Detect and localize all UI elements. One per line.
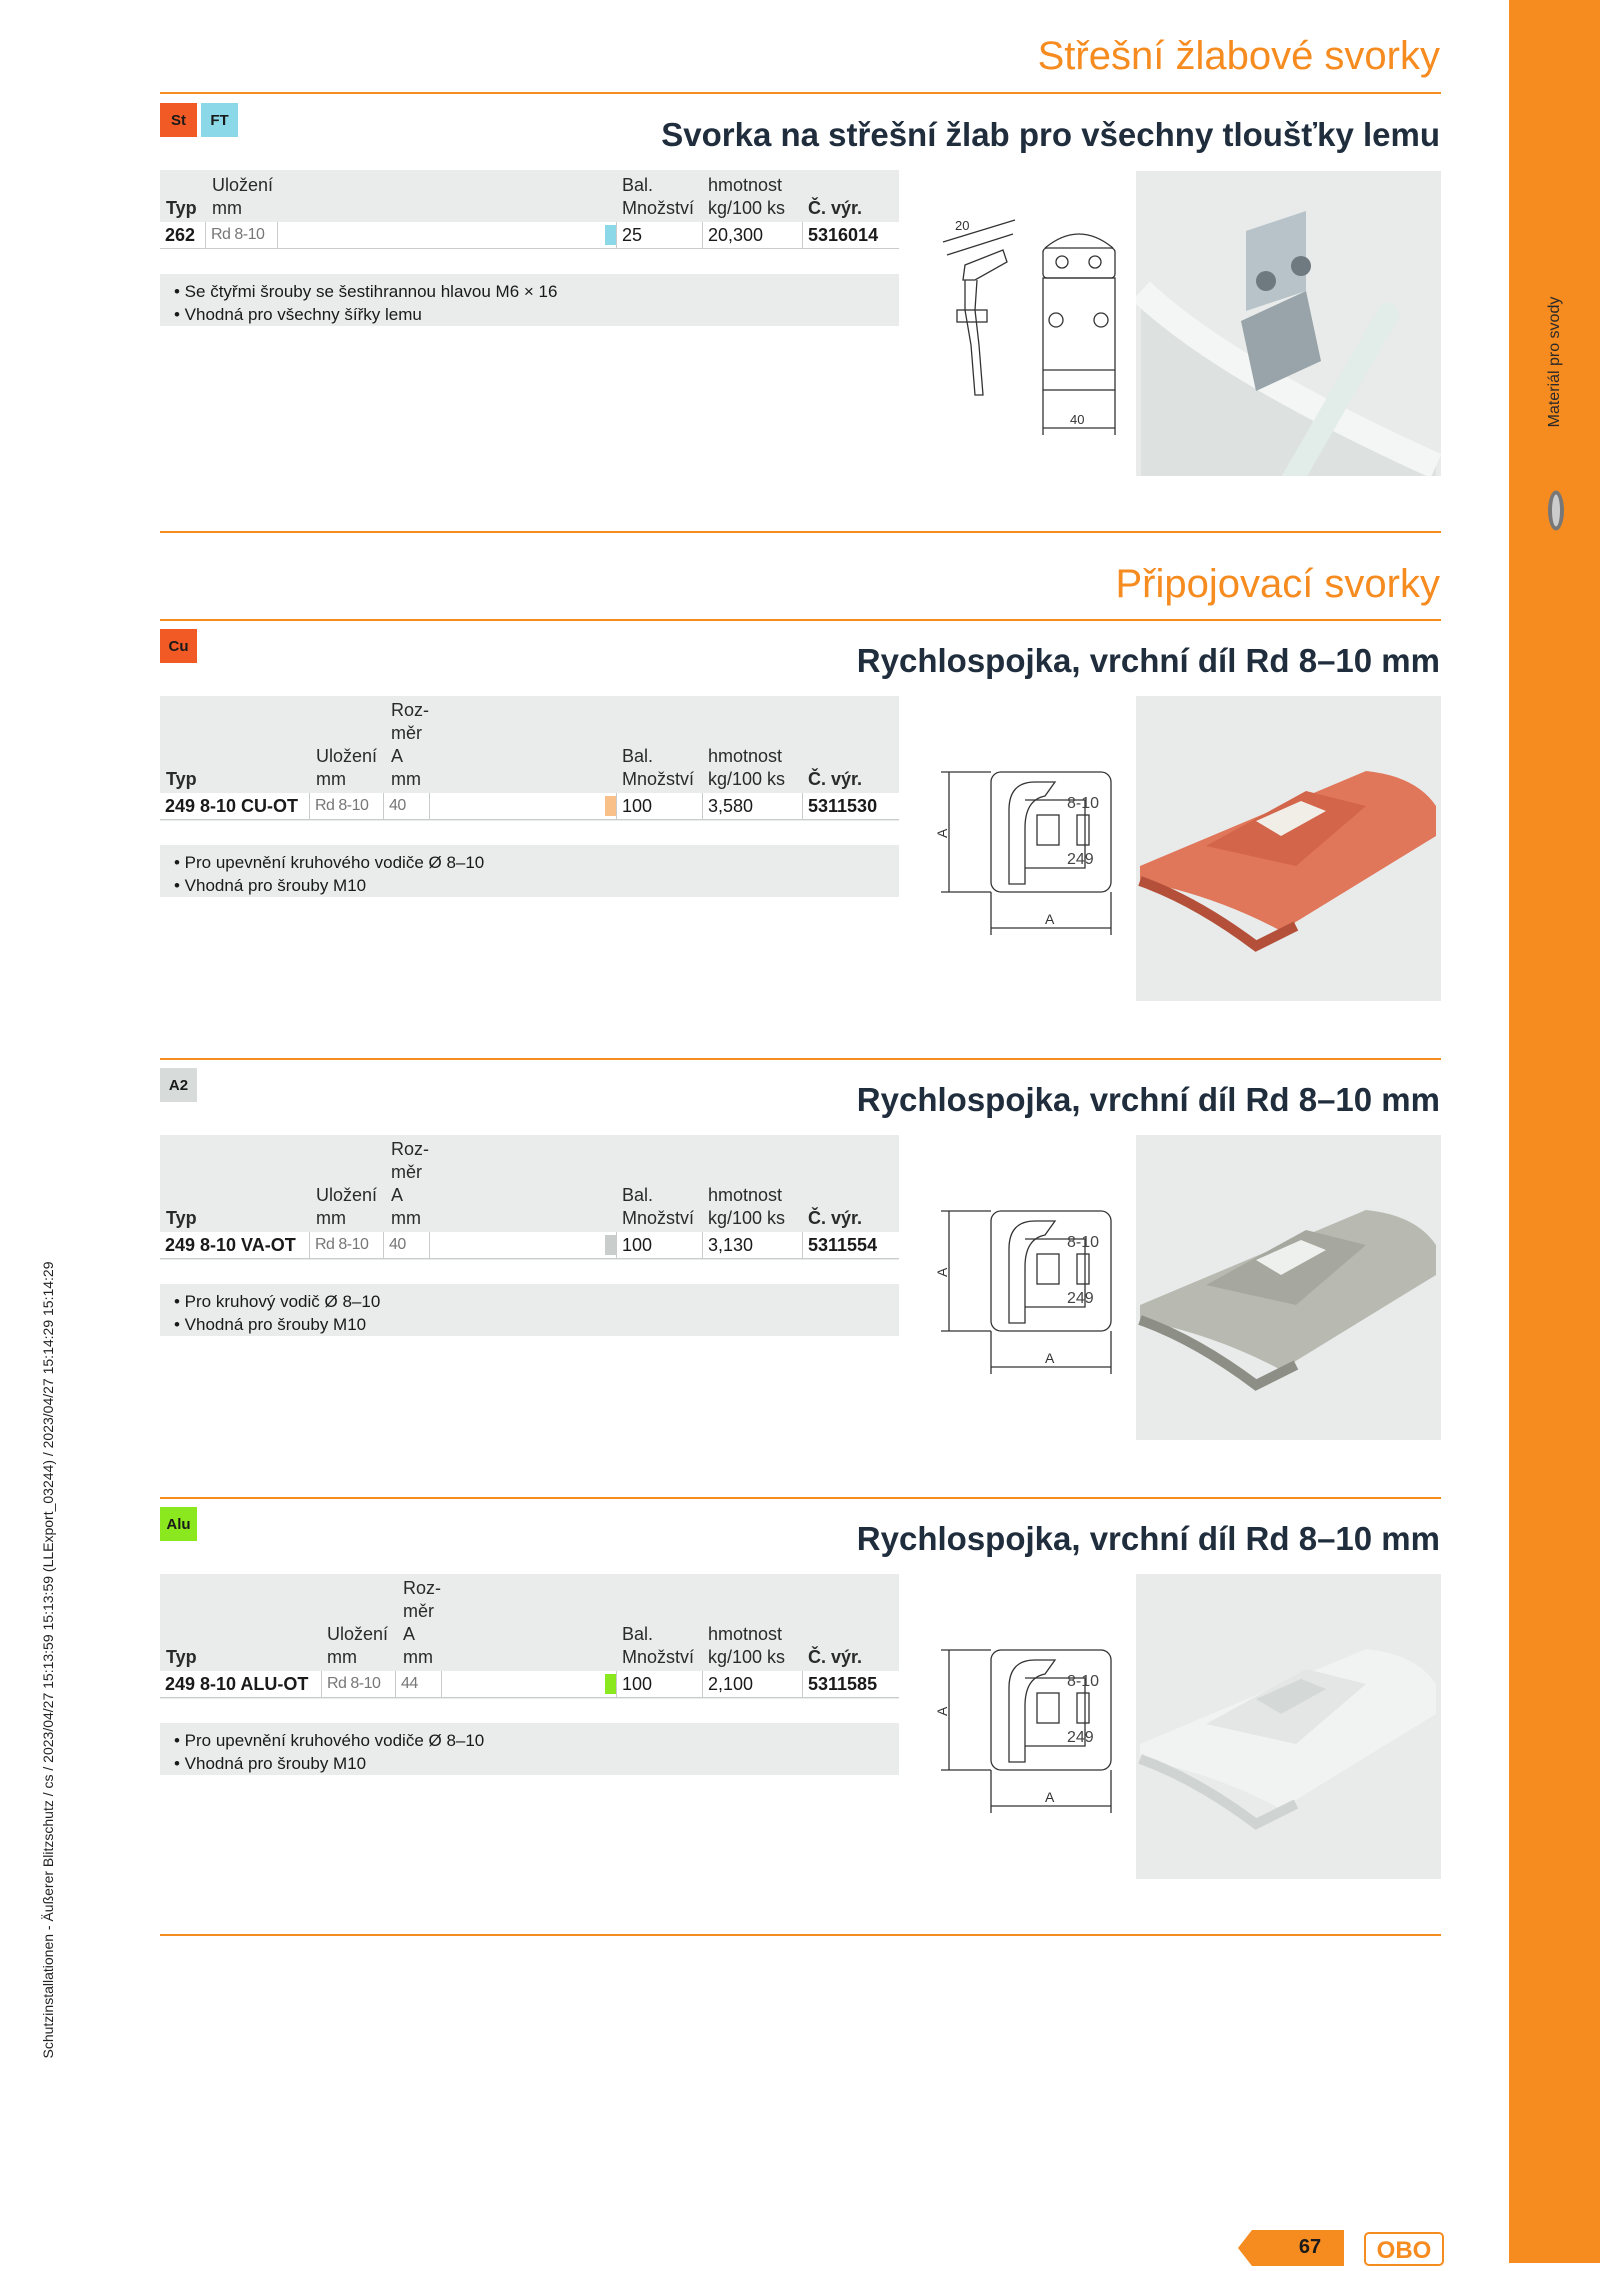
cell-cvyr: 5311530 [808,796,878,816]
technical-drawing [935,210,1125,455]
product-table [160,696,899,821]
cell-bal: 100 [617,793,703,819]
cell-hmotnost: 20,300 [703,222,803,248]
table-row [160,1232,899,1259]
col-header-cvyr: Č. výr. [808,769,863,789]
product-notes [160,274,899,326]
col-header-typ: Typ [166,1647,197,1667]
product-title: Rychlospojka, vrchní díl Rd 8–10 mm [856,1520,1440,1557]
cell-typ: 249 8-10 ALU-OT [160,1671,322,1697]
cell-rozmer: 40 [384,1232,430,1258]
col-header-cvyr: Č. výr. [808,1208,863,1228]
product-photo [1136,171,1441,476]
material-badge-st: St [160,103,197,137]
col-header-hmotnost: hmotnost kg/100 ks [708,746,786,789]
cell-empty [430,1232,617,1258]
note-item: • Pro upevnění kruhového vodiče Ø 8–10 [174,853,485,872]
section-rule [160,1058,1441,1060]
col-header-ulozeni: Uložení mm [316,1185,378,1228]
cell-typ: 249 8-10 VA-OT [160,1232,310,1258]
dim-label: 40 [1070,412,1085,427]
cell-rozmer: 44 [396,1671,442,1697]
material-color-mark [605,1674,616,1694]
product-photo [1136,696,1441,1001]
col-header-bal: Bal. Množství [622,746,695,789]
col-header-rozmer: Roz- měr A mm [403,1578,442,1667]
product-title: Rychlospojka, vrchní díl Rd 8–10 mm [856,642,1440,679]
table-row [160,793,899,820]
vertical-export-info: Schutzinstallationen - Äußerer Blitzschutz / cs / 2023/04/27 15:13:59 15:13:59 (LLExport_03244) / 2023/04/27 15:14:29 15:14:29 [40,1261,56,2059]
drawing-text: 249 [1067,1729,1094,1746]
cell-empty [430,793,617,819]
technical-drawing [925,1199,1125,1384]
dim-label: A [934,828,950,838]
sidebar-thumbnail-icon [1544,487,1568,540]
section-rule [160,1934,1441,1936]
product-table [160,1574,899,1699]
col-header-ulozeni: Uložení mm [212,175,274,218]
note-item: • Se čtyřmi šrouby se šestihrannou hlavou M6 × 16 [174,282,558,301]
note-item: • Pro upevnění kruhového vodiče Ø 8–10 [174,1731,485,1750]
dim-label: A [934,1267,950,1277]
sidebar-label: Materiál pro svody [1546,296,1563,428]
technical-drawing [925,760,1125,945]
dim-label: A [1045,1789,1055,1805]
cell-cvyr: 5311585 [808,1674,878,1694]
note-item: • Vhodná pro šrouby M10 [174,1315,367,1334]
drawing-text: 8-10 [1067,1673,1100,1690]
technical-drawing [925,1638,1125,1823]
page-number: 67 [1298,2236,1322,2258]
drawing-text: 8-10 [1067,795,1100,812]
cell-bal: 100 [617,1232,703,1258]
section-rule [160,92,1441,94]
note-item: • Vhodná pro šrouby M10 [174,876,367,895]
cell-empty [278,222,617,248]
col-header-typ: Typ [166,1208,197,1228]
cell-cvyr: 5311554 [808,1235,878,1255]
material-badge-ft: FT [201,103,238,137]
product-photo [1136,1135,1441,1440]
product-table [160,170,899,249]
col-header-cvyr: Č. výr. [808,198,863,218]
product-title: Rychlospojka, vrchní díl Rd 8–10 mm [856,1081,1440,1118]
material-color-mark [605,225,616,245]
product-notes [160,1723,899,1775]
section-rule [160,619,1441,621]
cell-ulozeni: Rd 8-10 [310,793,384,819]
col-header-bal: Bal. Množství [622,1185,695,1228]
logo-text: OBO [1376,2237,1432,2264]
drawing-text: 8-10 [1067,1234,1100,1251]
cell-hmotnost: 3,580 [703,793,803,819]
col-header-cvyr: Č. výr. [808,1647,863,1667]
col-header-ulozeni: Uložení mm [316,746,378,789]
material-badge-cu: Cu [160,629,197,663]
dim-label: 20 [955,218,970,233]
dim-label: A [1045,1350,1055,1366]
product-title: Svorka na střešní žlab pro všechny tloušťky lemu [661,116,1440,153]
cell-typ: 249 8-10 CU-OT [160,793,310,819]
section-title-gutter-clamps: Střešní žlabové svorky [1037,34,1440,78]
product-notes [160,1284,899,1336]
cell-bal: 25 [617,222,703,248]
product-notes [160,845,899,897]
material-color-mark [605,796,616,816]
cell-hmotnost: 2,100 [703,1671,803,1697]
section-rule [160,531,1441,533]
col-header-typ: Typ [166,769,197,789]
cell-ulozeni: Rd 8-10 [322,1671,396,1697]
dim-label: A [1045,911,1055,927]
product-table [160,1135,899,1260]
drawing-text: 249 [1067,1290,1094,1307]
note-item: • Vhodná pro všechny šířky lemu [174,305,422,324]
col-header-bal: Bal. Množství [622,1624,695,1667]
col-header-rozmer: Roz- měr A mm [391,700,430,789]
cell-hmotnost: 3,130 [703,1232,803,1258]
material-badge-alu: Alu [160,1507,197,1541]
cell-rozmer: 40 [384,793,430,819]
col-header-hmotnost: hmotnost kg/100 ks [708,1185,786,1228]
cell-ulozeni: Rd 8-10 [310,1232,384,1258]
material-color-mark [605,1235,616,1255]
col-header-ulozeni: Uložení mm [327,1624,389,1667]
dim-label: A [934,1706,950,1716]
table-row [160,1671,899,1698]
cell-typ: 262 [160,222,206,248]
cell-bal: 100 [617,1671,703,1697]
table-row [160,222,899,249]
cell-ulozeni: Rd 8-10 [206,222,278,248]
col-header-bal: Bal. Množství [622,175,695,218]
note-item: • Vhodná pro šrouby M10 [174,1754,367,1773]
obo-logo [1364,2232,1444,2271]
product-photo [1136,1574,1441,1879]
col-header-hmotnost: hmotnost kg/100 ks [708,175,786,218]
col-header-hmotnost: hmotnost kg/100 ks [708,1624,786,1667]
note-item: • Pro kruhový vodič Ø 8–10 [174,1292,381,1311]
col-header-rozmer: Roz- měr A mm [391,1139,430,1228]
cell-cvyr: 5316014 [808,225,879,245]
material-badge-a2: A2 [160,1068,197,1102]
cell-empty [442,1671,617,1697]
section-title-connection-clamps: Připojovací svorky [1115,562,1440,606]
section-rule [160,1497,1441,1499]
col-header-typ: Typ [166,198,197,218]
drawing-text: 249 [1067,851,1094,868]
